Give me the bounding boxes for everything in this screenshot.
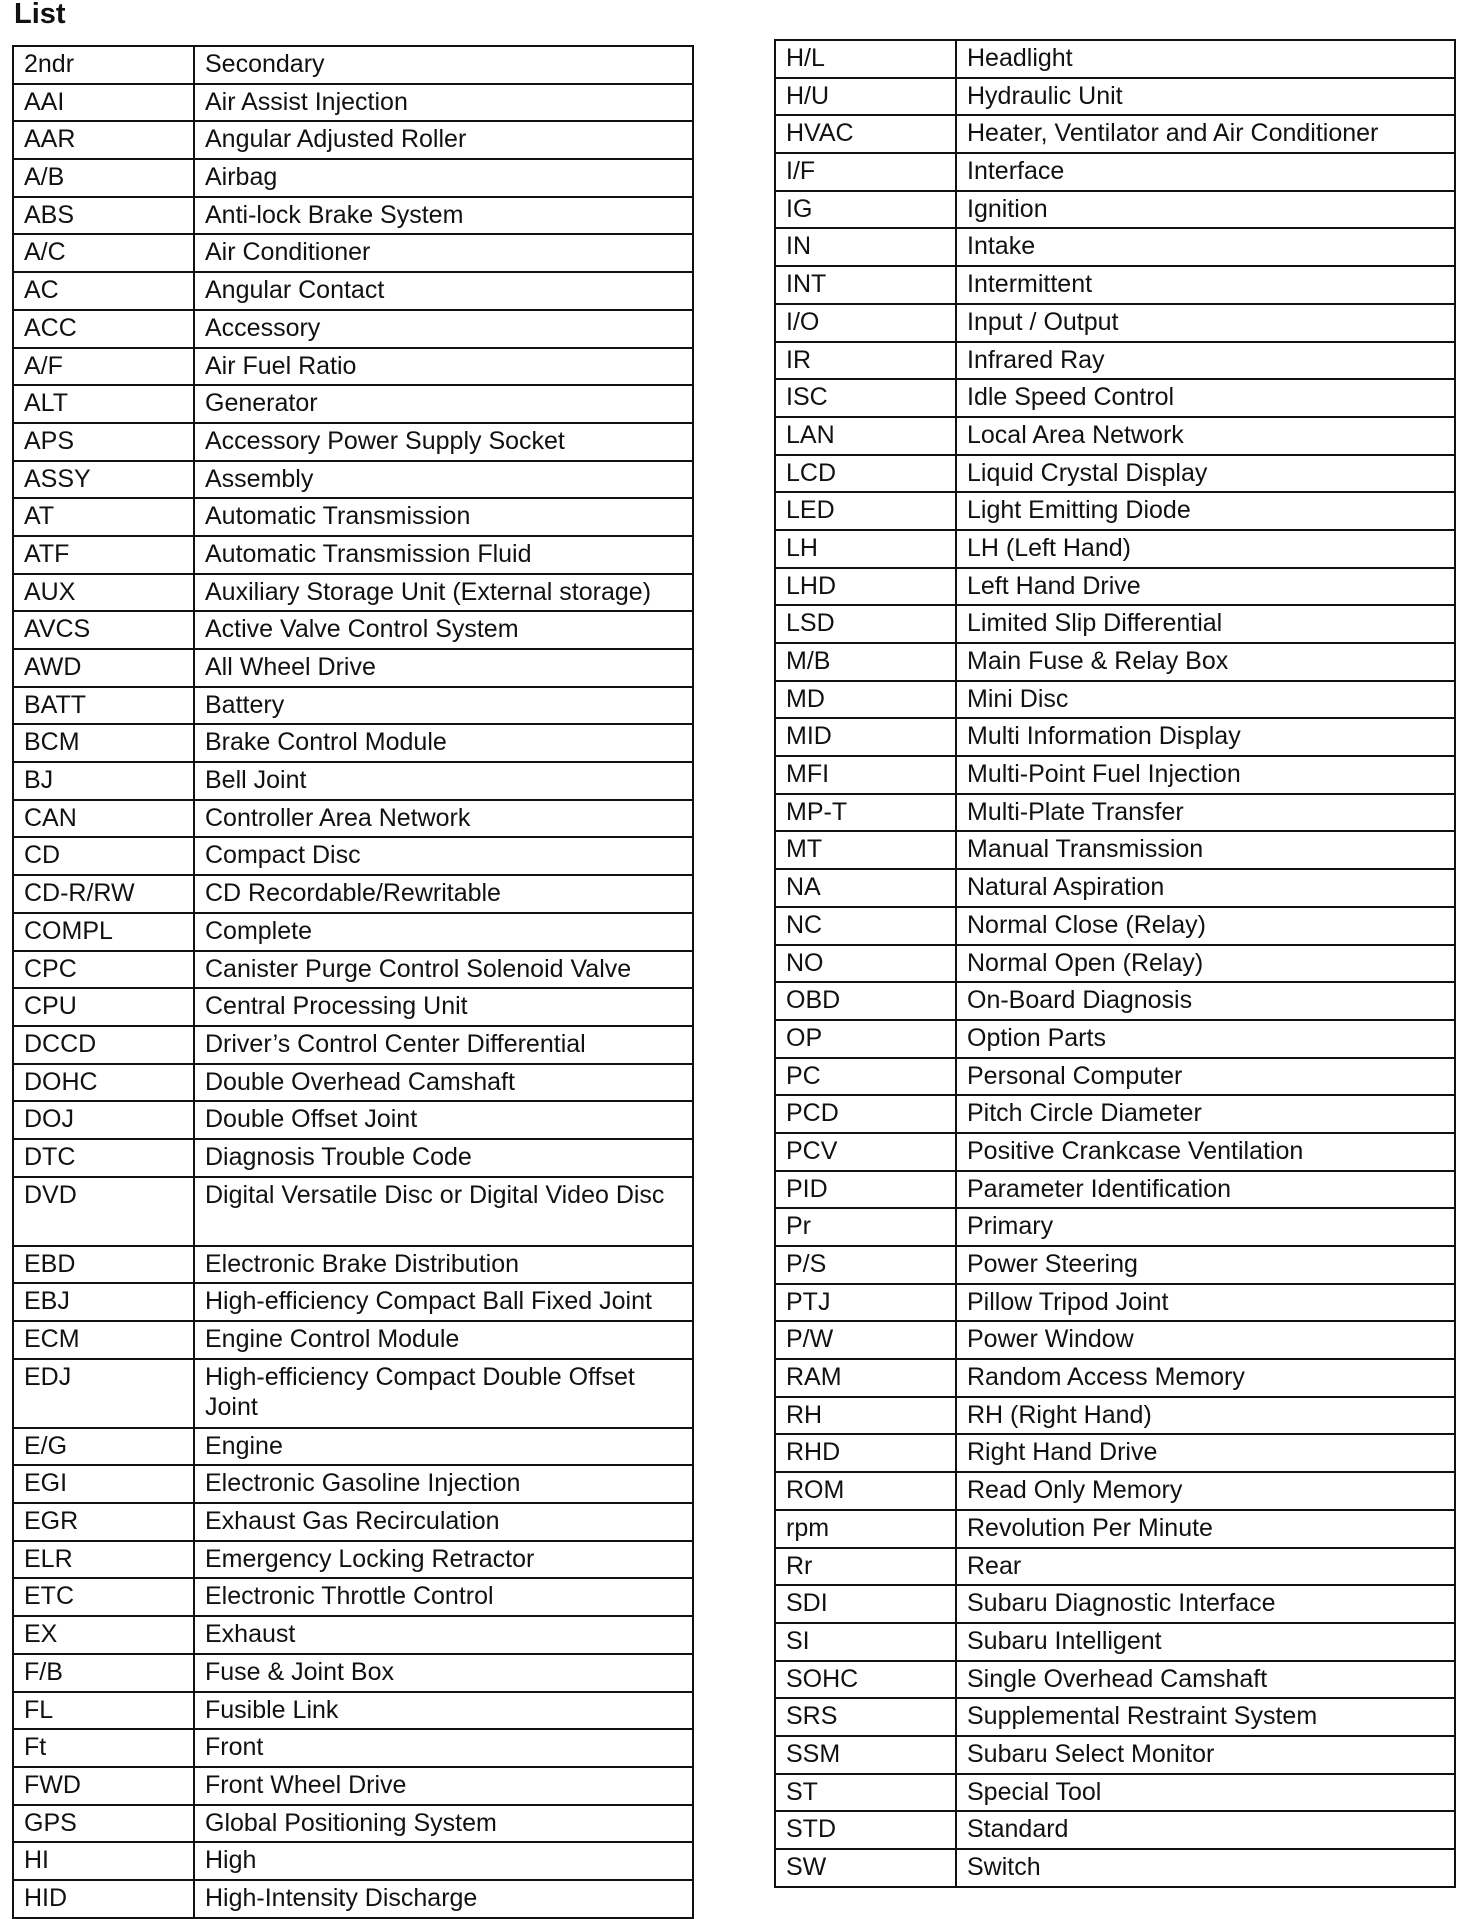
- abbreviation-cell: BCM: [13, 724, 194, 762]
- meaning-cell: On-Board Diagnosis: [956, 982, 1455, 1020]
- table-row: [13, 461, 693, 499]
- abbreviation-cell: DVD: [13, 1177, 194, 1246]
- table-row: [13, 1842, 693, 1880]
- meaning-cell: Revolution Per Minute: [956, 1510, 1455, 1548]
- abbreviation-cell: LH: [775, 530, 956, 568]
- table-row: [775, 530, 1455, 568]
- meaning-cell: Subaru Intelligent: [956, 1623, 1455, 1661]
- abbreviation-cell: PCD: [775, 1095, 956, 1133]
- abbreviation-cell: FWD: [13, 1767, 194, 1805]
- meaning-cell: Air Fuel Ratio: [194, 348, 693, 386]
- table-row: [13, 197, 693, 235]
- table-row: [13, 611, 693, 649]
- abbreviation-cell: RH: [775, 1397, 956, 1435]
- table-row: [775, 1359, 1455, 1397]
- abbreviation-cell: BATT: [13, 687, 194, 725]
- table-row: [13, 724, 693, 762]
- meaning-cell: Switch: [956, 1849, 1455, 1887]
- meaning-cell: Anti-lock Brake System: [194, 197, 693, 235]
- abbreviation-cell: Rr: [775, 1548, 956, 1586]
- abbreviation-cell: PID: [775, 1171, 956, 1209]
- table-row: [13, 348, 693, 386]
- meaning-cell: Left Hand Drive: [956, 568, 1455, 606]
- meaning-cell: Personal Computer: [956, 1058, 1455, 1096]
- meaning-cell: Central Processing Unit: [194, 988, 693, 1026]
- abbreviation-cell: IG: [775, 191, 956, 229]
- abbreviation-table-left: [12, 45, 694, 1919]
- abbreviation-cell: ABS: [13, 197, 194, 235]
- meaning-cell: Accessory Power Supply Socket: [194, 423, 693, 461]
- meaning-cell: Subaru Diagnostic Interface: [956, 1585, 1455, 1623]
- table-row: [13, 1578, 693, 1616]
- meaning-cell: Infrared Ray: [956, 342, 1455, 380]
- abbreviation-cell: ATF: [13, 536, 194, 574]
- table-row: [13, 1139, 693, 1177]
- abbreviation-cell: ASSY: [13, 461, 194, 499]
- abbreviation-cell: DCCD: [13, 1026, 194, 1064]
- meaning-cell: Option Parts: [956, 1020, 1455, 1058]
- table-row: [775, 417, 1455, 455]
- abbreviation-cell: IN: [775, 228, 956, 266]
- abbreviation-cell: ECM: [13, 1321, 194, 1359]
- abbreviation-cell: P/W: [775, 1321, 956, 1359]
- page-title: List: [14, 0, 66, 30]
- table-row: [775, 1171, 1455, 1209]
- table-row: [775, 1246, 1455, 1284]
- table-row: [775, 379, 1455, 417]
- abbreviation-cell: NA: [775, 869, 956, 907]
- table-body: [775, 40, 1455, 1887]
- table-row: [13, 234, 693, 272]
- meaning-cell: Engine Control Module: [194, 1321, 693, 1359]
- abbreviation-cell: EX: [13, 1616, 194, 1654]
- abbreviation-cell: A/F: [13, 348, 194, 386]
- abbreviation-cell: ISC: [775, 379, 956, 417]
- table-row: [775, 1133, 1455, 1171]
- abbreviation-cell: LAN: [775, 417, 956, 455]
- table-row: [13, 121, 693, 159]
- meaning-cell: Mini Disc: [956, 681, 1455, 719]
- table-row: [13, 687, 693, 725]
- meaning-cell: Multi-Point Fuel Injection: [956, 756, 1455, 794]
- meaning-cell: Liquid Crystal Display: [956, 455, 1455, 493]
- table-row: [13, 1805, 693, 1843]
- table-row: [13, 1541, 693, 1579]
- abbreviation-cell: I/F: [775, 153, 956, 191]
- abbreviation-cell: ROM: [775, 1472, 956, 1510]
- meaning-cell: Normal Close (Relay): [956, 907, 1455, 945]
- meaning-cell: Complete: [194, 913, 693, 951]
- meaning-cell: Normal Open (Relay): [956, 945, 1455, 983]
- meaning-cell: Battery: [194, 687, 693, 725]
- meaning-cell: Airbag: [194, 159, 693, 197]
- meaning-cell: Active Valve Control System: [194, 611, 693, 649]
- abbreviation-cell: COMPL: [13, 913, 194, 951]
- abbreviation-cell: CPU: [13, 988, 194, 1026]
- table-row: [13, 951, 693, 989]
- abbreviation-cell: EBJ: [13, 1283, 194, 1321]
- meaning-cell: Secondary: [194, 46, 693, 84]
- abbreviation-cell: E/G: [13, 1428, 194, 1466]
- meaning-cell: Power Steering: [956, 1246, 1455, 1284]
- meaning-cell: All Wheel Drive: [194, 649, 693, 687]
- table-row: [13, 1767, 693, 1805]
- meaning-cell: Electronic Gasoline Injection: [194, 1465, 693, 1503]
- abbreviation-cell: AC: [13, 272, 194, 310]
- table-row: [13, 1321, 693, 1359]
- meaning-cell: Double Offset Joint: [194, 1101, 693, 1139]
- meaning-cell: Air Assist Injection: [194, 84, 693, 122]
- table-row: [775, 681, 1455, 719]
- meaning-cell: Emergency Locking Retractor: [194, 1541, 693, 1579]
- meaning-cell: High-Intensity Discharge: [194, 1880, 693, 1918]
- table-row: [775, 1472, 1455, 1510]
- abbreviation-cell: ACC: [13, 310, 194, 348]
- abbreviation-cell: DTC: [13, 1139, 194, 1177]
- abbreviation-cell: AVCS: [13, 611, 194, 649]
- abbreviation-cell: Pr: [775, 1208, 956, 1246]
- meaning-cell: Exhaust: [194, 1616, 693, 1654]
- table-row: [13, 1503, 693, 1541]
- table-row: [13, 1654, 693, 1692]
- meaning-cell: Light Emitting Diode: [956, 492, 1455, 530]
- abbreviation-cell: MD: [775, 681, 956, 719]
- table-row: [13, 1283, 693, 1321]
- meaning-cell: Power Window: [956, 1321, 1455, 1359]
- table-row: [775, 605, 1455, 643]
- meaning-cell: Heater, Ventilator and Air Conditioner: [956, 115, 1455, 153]
- table-row: [13, 875, 693, 913]
- abbreviation-cell: CD-R/RW: [13, 875, 194, 913]
- meaning-cell: Electronic Brake Distribution: [194, 1246, 693, 1284]
- abbreviation-cell: SW: [775, 1849, 956, 1887]
- table-row: [13, 498, 693, 536]
- abbreviation-cell: CD: [13, 837, 194, 875]
- meaning-cell: Automatic Transmission Fluid: [194, 536, 693, 574]
- abbreviation-cell: RHD: [775, 1434, 956, 1472]
- table-row: [13, 159, 693, 197]
- abbreviation-cell: AUX: [13, 574, 194, 612]
- table-row: [13, 574, 693, 612]
- abbreviation-cell: PC: [775, 1058, 956, 1096]
- table-row: [775, 1020, 1455, 1058]
- meaning-cell: Idle Speed Control: [956, 379, 1455, 417]
- abbreviation-cell: 2ndr: [13, 46, 194, 84]
- table-row: [775, 115, 1455, 153]
- table-row: [775, 304, 1455, 342]
- meaning-cell: Exhaust Gas Recirculation: [194, 1503, 693, 1541]
- meaning-cell: Positive Crankcase Ventilation: [956, 1133, 1455, 1171]
- abbreviation-cell: A/C: [13, 234, 194, 272]
- table-row: [775, 1623, 1455, 1661]
- abbreviation-cell: DOHC: [13, 1064, 194, 1102]
- table-row: [13, 988, 693, 1026]
- table-row: [775, 1661, 1455, 1699]
- abbreviation-cell: MP-T: [775, 794, 956, 832]
- meaning-cell: LH (Left Hand): [956, 530, 1455, 568]
- meaning-cell: Random Access Memory: [956, 1359, 1455, 1397]
- table-row: [775, 1774, 1455, 1812]
- table-row: [13, 1428, 693, 1466]
- meaning-cell: Diagnosis Trouble Code: [194, 1139, 693, 1177]
- abbreviation-cell: EDJ: [13, 1359, 194, 1428]
- abbreviation-cell: IR: [775, 342, 956, 380]
- meaning-cell: High: [194, 1842, 693, 1880]
- table-row: [775, 794, 1455, 832]
- meaning-cell: Intake: [956, 228, 1455, 266]
- abbreviation-cell: H/L: [775, 40, 956, 78]
- meaning-cell: Natural Aspiration: [956, 869, 1455, 907]
- abbreviation-cell: SRS: [775, 1698, 956, 1736]
- meaning-cell: Parameter Identification: [956, 1171, 1455, 1209]
- table-row: [13, 84, 693, 122]
- meaning-cell: Standard: [956, 1811, 1455, 1849]
- table-row: [775, 1434, 1455, 1472]
- abbreviation-cell: F/B: [13, 1654, 194, 1692]
- abbreviation-cell: LHD: [775, 568, 956, 606]
- table-row: [775, 1058, 1455, 1096]
- abbreviation-cell: EGR: [13, 1503, 194, 1541]
- meaning-cell: Limited Slip Differential: [956, 605, 1455, 643]
- meaning-cell: Brake Control Module: [194, 724, 693, 762]
- abbreviation-cell: M/B: [775, 643, 956, 681]
- abbreviation-cell: OP: [775, 1020, 956, 1058]
- table-row: [775, 191, 1455, 229]
- abbreviation-cell: SDI: [775, 1585, 956, 1623]
- abbreviation-cell: EBD: [13, 1246, 194, 1284]
- abbreviation-cell: PTJ: [775, 1284, 956, 1322]
- meaning-cell: Double Overhead Camshaft: [194, 1064, 693, 1102]
- table-row: [13, 1177, 693, 1246]
- abbreviation-cell: MID: [775, 718, 956, 756]
- table-row: [775, 40, 1455, 78]
- abbreviation-cell: EGI: [13, 1465, 194, 1503]
- meaning-cell: Main Fuse & Relay Box: [956, 643, 1455, 681]
- table-row: [775, 1397, 1455, 1435]
- table-row: [775, 1585, 1455, 1623]
- table-row: [775, 1321, 1455, 1359]
- table-row: [13, 385, 693, 423]
- abbreviation-cell: AT: [13, 498, 194, 536]
- abbreviation-cell: LSD: [775, 605, 956, 643]
- table-row: [13, 1064, 693, 1102]
- meaning-cell: Fuse & Joint Box: [194, 1654, 693, 1692]
- meaning-cell: Controller Area Network: [194, 800, 693, 838]
- abbreviation-cell: STD: [775, 1811, 956, 1849]
- table-row: [775, 1284, 1455, 1322]
- table-row: [775, 869, 1455, 907]
- table-row: [13, 1692, 693, 1730]
- meaning-cell: Headlight: [956, 40, 1455, 78]
- table-row: [13, 1616, 693, 1654]
- abbreviation-cell: H/U: [775, 78, 956, 116]
- abbreviation-cell: SSM: [775, 1736, 956, 1774]
- meaning-cell: Accessory: [194, 310, 693, 348]
- table-row: [775, 945, 1455, 983]
- meaning-cell: Ignition: [956, 191, 1455, 229]
- table-row: [775, 1736, 1455, 1774]
- meaning-cell: Canister Purge Control Solenoid Valve: [194, 951, 693, 989]
- table-row: [13, 536, 693, 574]
- abbreviation-cell: rpm: [775, 1510, 956, 1548]
- table-row: [13, 1880, 693, 1918]
- table-row: [775, 907, 1455, 945]
- abbreviation-cell: SOHC: [775, 1661, 956, 1699]
- meaning-cell: Fusible Link: [194, 1692, 693, 1730]
- abbreviation-cell: SI: [775, 1623, 956, 1661]
- meaning-cell: Input / Output: [956, 304, 1455, 342]
- table-row: [775, 568, 1455, 606]
- abbreviation-cell: AAR: [13, 121, 194, 159]
- abbreviation-cell: A/B: [13, 159, 194, 197]
- meaning-cell: Multi Information Display: [956, 718, 1455, 756]
- table-row: [775, 78, 1455, 116]
- table-row: [13, 800, 693, 838]
- table-row: [775, 756, 1455, 794]
- meaning-cell: Subaru Select Monitor: [956, 1736, 1455, 1774]
- table-row: [775, 455, 1455, 493]
- table-row: [13, 423, 693, 461]
- meaning-cell: Manual Transmission: [956, 831, 1455, 869]
- meaning-cell: Rear: [956, 1548, 1455, 1586]
- table-row: [775, 1548, 1455, 1586]
- meaning-cell: Generator: [194, 385, 693, 423]
- meaning-cell: RH (Right Hand): [956, 1397, 1455, 1435]
- meaning-cell: Right Hand Drive: [956, 1434, 1455, 1472]
- abbreviation-table-right: [774, 39, 1456, 1888]
- abbreviation-cell: P/S: [775, 1246, 956, 1284]
- meaning-cell: Special Tool: [956, 1774, 1455, 1812]
- meaning-cell: Front Wheel Drive: [194, 1767, 693, 1805]
- abbreviation-cell: LED: [775, 492, 956, 530]
- abbreviation-cell: BJ: [13, 762, 194, 800]
- table-row: [775, 1698, 1455, 1736]
- meaning-cell: Auxiliary Storage Unit (External storage): [194, 574, 693, 612]
- meaning-cell: Primary: [956, 1208, 1455, 1246]
- table-row: [13, 1465, 693, 1503]
- abbreviation-cell: OBD: [775, 982, 956, 1020]
- meaning-cell: Automatic Transmission: [194, 498, 693, 536]
- abbreviation-cell: AWD: [13, 649, 194, 687]
- abbreviation-cell: FL: [13, 1692, 194, 1730]
- meaning-cell: Supplemental Restraint System: [956, 1698, 1455, 1736]
- meaning-cell: Single Overhead Camshaft: [956, 1661, 1455, 1699]
- table-row: [13, 310, 693, 348]
- abbreviation-cell: MFI: [775, 756, 956, 794]
- table-row: [13, 913, 693, 951]
- table-row: [13, 46, 693, 84]
- table-row: [775, 153, 1455, 191]
- table-row: [775, 1849, 1455, 1887]
- table-row: [13, 837, 693, 875]
- table-row: [775, 228, 1455, 266]
- meaning-cell: Multi-Plate Transfer: [956, 794, 1455, 832]
- meaning-cell: Angular Contact: [194, 272, 693, 310]
- abbreviation-cell: ETC: [13, 1578, 194, 1616]
- abbreviation-cell: CAN: [13, 800, 194, 838]
- meaning-cell: Read Only Memory: [956, 1472, 1455, 1510]
- meaning-cell: Angular Adjusted Roller: [194, 121, 693, 159]
- table-row: [13, 649, 693, 687]
- meaning-cell: Pillow Tripod Joint: [956, 1284, 1455, 1322]
- abbreviation-cell: ALT: [13, 385, 194, 423]
- abbreviation-cell: HID: [13, 1880, 194, 1918]
- abbreviation-cell: LCD: [775, 455, 956, 493]
- table-row: [775, 1208, 1455, 1246]
- table-row: [775, 342, 1455, 380]
- meaning-cell: Global Positioning System: [194, 1805, 693, 1843]
- meaning-cell: Intermittent: [956, 266, 1455, 304]
- meaning-cell: Pitch Circle Diameter: [956, 1095, 1455, 1133]
- meaning-cell: Compact Disc: [194, 837, 693, 875]
- table-row: [13, 1101, 693, 1139]
- table-body: [13, 46, 693, 1918]
- meaning-cell: Interface: [956, 153, 1455, 191]
- meaning-cell: Bell Joint: [194, 762, 693, 800]
- table-row: [13, 762, 693, 800]
- meaning-cell: Hydraulic Unit: [956, 78, 1455, 116]
- meaning-cell: High-efficiency Compact Double Offset Joint: [194, 1359, 693, 1428]
- abbreviation-cell: NO: [775, 945, 956, 983]
- meaning-cell: Local Area Network: [956, 417, 1455, 455]
- table-row: [775, 1095, 1455, 1133]
- meaning-cell: Driver’s Control Center Differential: [194, 1026, 693, 1064]
- table-row: [13, 1246, 693, 1284]
- table-row: [775, 492, 1455, 530]
- abbreviation-cell: GPS: [13, 1805, 194, 1843]
- meaning-cell: Digital Versatile Disc or Digital Video Disc: [194, 1177, 693, 1246]
- table-row: [775, 718, 1455, 756]
- table-row: [775, 266, 1455, 304]
- table-row: [775, 982, 1455, 1020]
- table-row: [775, 1811, 1455, 1849]
- table-row: [13, 1359, 693, 1428]
- abbreviation-cell: CPC: [13, 951, 194, 989]
- table-row: [13, 272, 693, 310]
- abbreviation-cell: Ft: [13, 1729, 194, 1767]
- meaning-cell: Assembly: [194, 461, 693, 499]
- table-row: [775, 1510, 1455, 1548]
- table-row: [775, 643, 1455, 681]
- abbreviation-cell: PCV: [775, 1133, 956, 1171]
- table-row: [13, 1729, 693, 1767]
- meaning-cell: Air Conditioner: [194, 234, 693, 272]
- table-row: [775, 831, 1455, 869]
- abbreviation-cell: HI: [13, 1842, 194, 1880]
- meaning-cell: High-efficiency Compact Ball Fixed Joint: [194, 1283, 693, 1321]
- abbreviation-cell: INT: [775, 266, 956, 304]
- meaning-cell: CD Recordable/Rewritable: [194, 875, 693, 913]
- abbreviation-cell: APS: [13, 423, 194, 461]
- table-row: [13, 1026, 693, 1064]
- abbreviation-cell: DOJ: [13, 1101, 194, 1139]
- abbreviation-cell: RAM: [775, 1359, 956, 1397]
- abbreviation-cell: HVAC: [775, 115, 956, 153]
- abbreviation-cell: NC: [775, 907, 956, 945]
- abbreviation-cell: ELR: [13, 1541, 194, 1579]
- meaning-cell: Engine: [194, 1428, 693, 1466]
- abbreviation-cell: I/O: [775, 304, 956, 342]
- abbreviation-cell: MT: [775, 831, 956, 869]
- meaning-cell: Front: [194, 1729, 693, 1767]
- abbreviation-cell: ST: [775, 1774, 956, 1812]
- abbreviation-cell: AAI: [13, 84, 194, 122]
- meaning-cell: Electronic Throttle Control: [194, 1578, 693, 1616]
